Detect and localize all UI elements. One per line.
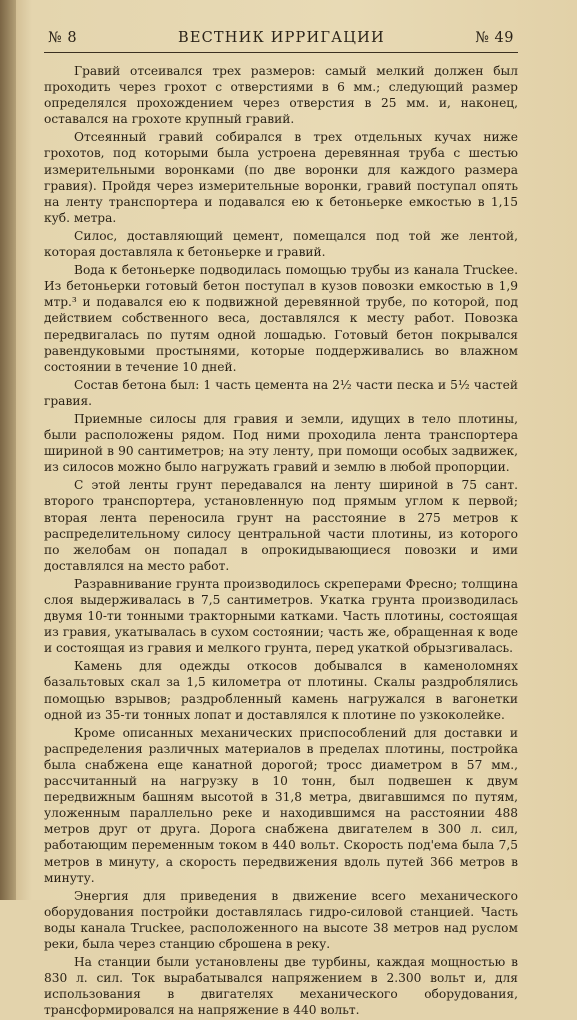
paragraph-turbines: На станции были установлены две турбины, каждая мощностью в 830 л. сил. Ток вырабатывался напряжением в 2.300 вольт и, для использования в двигателях механического оборудования, трансформировался на напряжение в 440 вольт.: [44, 955, 518, 1018]
page-number: № 49: [475, 30, 514, 46]
paragraph-gravel-sorting: Отсеянный гравий собирался в трех отдельных кучах ниже грохотов, под которыми была устроена деревянная труба с шестью измерительными воронками (по две воронки для каждого размера гравия). Пройдя через измерительные воронки, гравий поступал опять на ленту транспортера и подавался ею к бетоньерке емкостью в 1,15 куб. метра.: [44, 130, 518, 225]
paragraph-concrete-mix: Состав бетона был: 1 часть цемента на 2½ части песка и 5½ частей гравия.: [44, 377, 518, 408]
article-body: [44, 63, 518, 1020]
paragraph-soil-leveling: Разравнивание грунта производилось скреперами Фресно; толщина слоя выдерживалась в 7,5 сантиметров. Укатка грунта производилась двумя 10-ти тонными тракторными катками. Часть плотины, состоящая из гравия, укатывалась в сухом состоянии; часть же, обращенная к воде и состоящая из гравия и мелкого грунта, перед укаткой обрызгивалась.: [44, 576, 518, 656]
paragraph-cement-silo: Силос, доставляющий цемент, помещался под той же лентой, которая доставляла к бетоньерке и гравий.: [44, 228, 518, 260]
paragraph-power-station: Энергия для приведения в движение всего механического оборудования постройки доставлялась гидро-силовой станцией. Часть воды канала Truckee, расположенного на высоте 38 метров над руслом реки, была через станцию сброшена в реку.: [44, 888, 518, 951]
issue-number-left: № 8: [48, 30, 78, 46]
running-header: [48, 30, 518, 52]
paragraph-gravel-sizes: Гравий отсеивался трех размеров: самый мелкий должен был проходить через грохот с отверстиями в 6 мм.; следующий размер определялся прохождением через отверстия в 25 мм. и, наконец, оставался на грохоте крупный гравий.: [44, 64, 518, 127]
paragraph-water-supply: Вода к бетоньерке подводилась помощью трубы из канала Truckee. Из бетоньерки готовый бетон поступал в кузов повозки емкостью в 1,9 мтр.³ и подавался ею к подвижной деревянной трубе, по которой, под действием собственного веса, доставлялся к месту работ. Повозка передвигалась по путям одной лошадью. Готовый бетон покрывался равендуковыми простынями, которые поддерживались во влажном состоянии в течение 10 дней.: [44, 263, 518, 374]
paragraph-cableway: Кроме описанных механических приспособлений для доставки и распределения различных материалов в пределах плотины, постройка была снабжена еще канатной дорогой; тросс диаметром в 57 мм., рассчитанный на нагрузку в 10 тонн, был подвешен к двум передвижным башням высотой в 31,8 метра, двигавшимся по путям, уложенным параллельно реке и находившимся на расстоянии 488 метров друг от друга. Дорога снабжена двигателем в 300 л. сил, работающим переменным током в 440 вольт. Скорость под'ема была 7,5 метров в минуту, а скорость передвижения вдоль путей 366 метров в минуту.: [44, 725, 518, 885]
journal-title: ВЕСТНИК ИРРИГАЦИИ: [178, 30, 385, 46]
paragraph-second-conveyor: С этой ленты грунт передавался на ленту шириной в 75 сант. второго транспортера, установленную под прямым углом к первой; вторая лента переносила грунт на расстояние в 275 метров к распределительному силосу центральной части плотины, из которого по желобам он попадал в опрокидывающиеся повозки и ими доставлялся на место работ.: [44, 478, 518, 573]
paragraph-slope-stone: Камень для одежды откосов добывался в каменоломнях базальтовых скал за 1,5 километра от плотины. Скалы раздроблялись помощью взрывов; раздробленный камень нагружался в вагонетки одной из 35-ти тонных лопат и доставлялся к плотине по узкоколейке.: [44, 659, 518, 722]
header-rule: [44, 52, 518, 53]
paragraph-receiving-silos: Приемные силосы для гравия и земли, идущих в тело плотины, были расположены рядом. Под ними проходила лента транспортера шириной в 90 сантиметров; на эту ленту, при помощи особых задвижек, из силосов можно было нагружать гравий и землю в любой пропорции.: [44, 411, 518, 475]
binding-shadow: [0, 0, 16, 900]
